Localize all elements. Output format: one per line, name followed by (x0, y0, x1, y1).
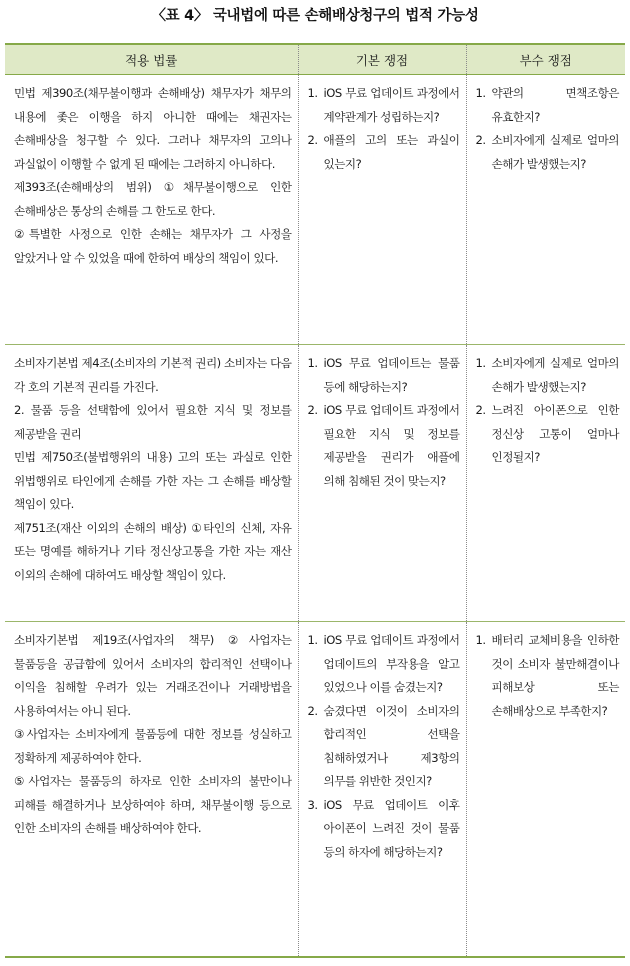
list-item (308, 794, 460, 865)
table-row (5, 75, 625, 345)
table-row (5, 622, 625, 958)
item-number: 1. (307, 86, 318, 100)
list-item (308, 629, 460, 700)
list-item (308, 399, 460, 493)
list-item (476, 82, 620, 129)
item-text: iOS 무료 업데이트 이후 아이폰이 느려진 것이 물품 등의 하자에 해당하는지? (323, 797, 460, 859)
basic-issue-cell (298, 345, 466, 622)
header-secondary-issue: 부수 쟁점 (466, 44, 625, 75)
basic-issue-list (308, 82, 460, 176)
basic-issue-list (308, 629, 460, 864)
law-cell (5, 622, 298, 958)
header-basic-issue: 기본 쟁점 (298, 44, 466, 75)
basic-issue-cell (298, 622, 466, 958)
law-cell (5, 345, 298, 622)
item-number: 1. (475, 633, 486, 647)
legal-table (5, 43, 625, 958)
list-item (476, 129, 620, 176)
secondary-issue-list (476, 82, 620, 176)
item-text: 느려진 아이폰으로 인한 정신상 고통이 얼마나 인정될지? (491, 403, 619, 464)
item-number: 2. (307, 403, 318, 417)
item-text: iOS 무료 업데이트는 물품 등에 해당하는지? (323, 356, 460, 394)
law-paragraph: 민법 제750조(불법행위의 내용) 고의 또는 과실로 인한 위법행위로 타인에게 손해를 가한 자는 그 손해를 배상할 책임이 있다. (14, 450, 292, 511)
header-applicable-law: 적용 법률 (5, 44, 298, 75)
secondary-issue-cell (466, 622, 625, 958)
table-title: 〈표 4〉 국내법에 따른 손해배상청구의 법적 가능성 (151, 8, 479, 24)
law-paragraph: ⑤사업자는 물품등의 하자로 인한 소비자의 불만이나 피해를 해결하거나 보상하여야 하며, 채무불이행 등으로 인한 소비자의 손해를 배상하여야 한다. (14, 774, 292, 835)
secondary-issue-list (476, 629, 620, 723)
table-row (5, 345, 625, 622)
item-number: 1. (307, 356, 318, 370)
law-paragraph: 2. 물품 등을 선택함에 있어서 필요한 지식 및 정보를 제공받을 권리 (14, 403, 292, 441)
item-number: 2. (307, 133, 318, 147)
list-item (476, 629, 620, 723)
item-text: 소비자에게 실제로 얼마의 손해가 발생했는지? (491, 133, 619, 171)
secondary-issue-cell (466, 345, 625, 622)
law-paragraph: ②특별한 사정으로 인한 손해는 채무자가 그 사정을 알았거나 알 수 있었을 때에 한하여 배상의 책임이 있다. (14, 227, 292, 265)
item-number: 3. (307, 797, 318, 812)
item-number: 1. (307, 633, 318, 647)
item-number: 2. (307, 703, 318, 718)
law-paragraph: 소비자기본법 제19조(사업자의 책무) ②사업자는 물품등을 공급함에 있어서 소비자의 합리적인 선택이나 이익을 침해할 우려가 있는 거래조건이나 거래방법을 사용하여서는 아니 된다. (14, 633, 292, 718)
item-number: 2. (475, 133, 486, 147)
list-item (476, 399, 620, 470)
law-paragraph: 소비자기본법 제4조(소비자의 기본적 권리) 소비자는 다음 각 호의 기본적 권리를 가진다. (14, 356, 292, 394)
item-number: 1. (475, 356, 486, 370)
table-header-row (5, 44, 625, 75)
item-text: iOS 무료 업데이트 과정에서 계약관계가 성립하는지? (323, 86, 460, 124)
list-item (308, 700, 460, 794)
item-number: 1. (475, 86, 486, 100)
item-text: iOS 무료 업데이트 과정에서 업데이트의 부작용을 알고 있었으나 이를 숨겼는지? (323, 633, 460, 694)
basic-issue-cell (298, 75, 466, 345)
law-paragraph: 제751조(재산 이외의 손해의 배상) ①타인의 신체, 자유 또는 명예를 해하거나 기타 정신상고통을 가한 자는 재산 이외의 손해에 대하여도 배상할 책임이 있다. (14, 520, 292, 582)
secondary-issue-cell (466, 75, 625, 345)
item-text: 애플의 고의 또는 과실이 있는지? (323, 133, 460, 171)
item-text: 배터리 교체비용을 인하한 것이 소비자 불만해결이나 피해보상 또는 손해배상으로 부족한지? (491, 633, 619, 718)
item-text: 약관의 면책조항은 유효한지? (491, 86, 619, 124)
law-paragraph: ③사업자는 소비자에게 물품등에 대한 정보를 성실하고 정확하게 제공하여야 한다. (14, 727, 292, 765)
item-number: 2. (475, 403, 486, 417)
item-text: iOS 무료 업데이트 과정에서 필요한 지식 및 정보를 제공받을 권리가 애플에 의해 침해된 것이 맞는지? (323, 403, 460, 488)
law-paragraph: 제393조(손해배상의 범위) ①채무불이행으로 인한 손해배상은 통상의 손해를 그 한도로 한다. (14, 180, 292, 218)
list-item (308, 129, 460, 176)
law-cell (5, 75, 298, 345)
law-paragraph: 민법 제390조(채무불이행과 손해배상) 채무자가 채무의 내용에 좇은 이행을 하지 아니한 때에는 채권자는 손해배상을 청구할 수 있다. 그러나 채무자의 고의나 과실없이 이행할 수 없게 된 때에는 그러하지 아니하다. (14, 86, 292, 171)
list-item (308, 352, 460, 399)
item-text: 소비자에게 실제로 얼마의 손해가 발생했는지? (491, 356, 619, 394)
item-text: 숨겼다면 이것이 소비자의 합리적인 선택을 침해하였거나 제3항의 의무를 위반한 것인지? (323, 703, 460, 788)
list-item (308, 82, 460, 129)
secondary-issue-list (476, 352, 620, 470)
basic-issue-list (308, 352, 460, 493)
list-item (476, 352, 620, 399)
